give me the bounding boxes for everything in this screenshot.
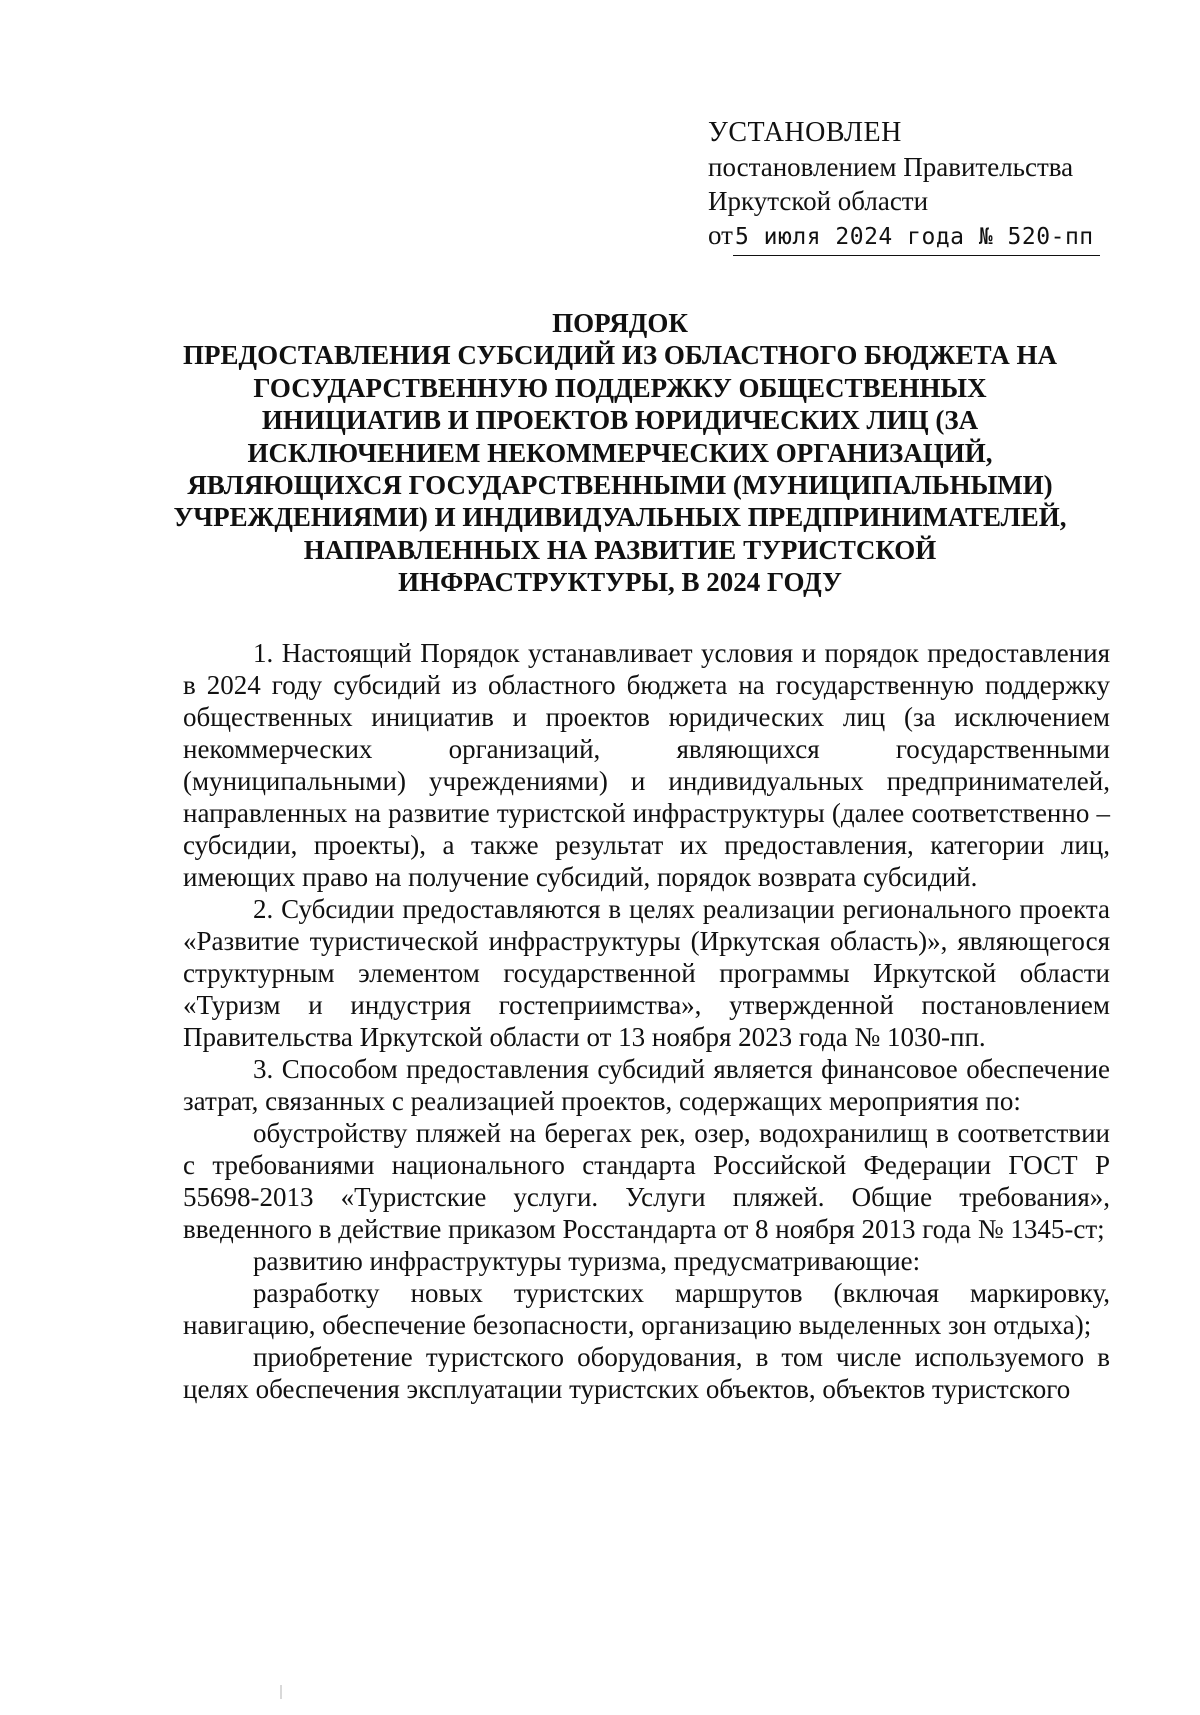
title-line: ЯВЛЯЮЩИХСЯ ГОСУДАРСТВЕННЫМИ (МУНИЦИПАЛЬНЫМИ): [187, 470, 1053, 501]
title-line: ПРЕДОСТАВЛЕНИЯ СУБСИДИЙ ИЗ ОБЛАСТНОГО БЮДЖЕТА НА: [182, 340, 1058, 371]
paragraph-equipment: приобретение туристского оборудования, в том числе используемого в целях обеспечения эксплуатации туристских объектов, объектов туристского: [183, 1342, 1110, 1404]
title-line: ИНФРАСТРУКТУРЫ, В 2024 ГОДУ: [398, 567, 842, 598]
paragraph-infrastructure: развитию инфраструктуры туризма, предусматривающие:: [253, 1246, 921, 1276]
document-title: [150, 307, 1090, 599]
paragraph-routes: разработку новых туристских маршрутов (включая маркировку, навигацию, обеспечение безопасности, организацию выделенных зон отдыха);: [183, 1278, 1110, 1340]
title-line: ПОРЯДОК: [552, 308, 688, 338]
approval-date-number: 5 июля 2024 года № 520-пп: [733, 220, 1100, 256]
title-line: НАПРАВЛЕННЫХ НА РАЗВИТИЕ ТУРИСТСКОЙ: [303, 534, 937, 565]
approval-date-line: [708, 218, 1128, 256]
paragraph-1: 1. Настоящий Порядок устанавливает условия и порядок предоставления в 2024 году субсидий из областного бюджета на государственную поддержку общественных инициатив и проектов юридических лиц (за исключением некоммерческих организаций, являющихся государственными (муниципальными) учреждениями) и индивидуальных предпринимателей, направленных на развитие туристской инфраструктуры (далее соответственно – субсидии, проекты), а также результат их предоставления, категории лиц, имеющих право на получение субсидий, порядок возврата субсидий.: [183, 638, 1110, 892]
document-body: [183, 637, 1110, 1405]
title-line: ИСКЛЮЧЕНИЕМ НЕКОММЕРЧЕСКИХ ОРГАНИЗАЦИЙ,: [247, 437, 993, 468]
paragraph-2: 2. Субсидии предоставляются в целях реализации регионального проекта «Развитие туристической инфраструктуры (Иркутская область)», являющегося структурным элементом государственной программы Иркутской области «Туризм и индустрия гостеприимства», утвержденной постановлением Правительства Иркутской области от 13 ноября 2023 года № 1030-пп.: [183, 894, 1110, 1052]
title-line: ИНИЦИАТИВ И ПРОЕКТОВ ЮРИДИЧЕСКИХ ЛИЦ (ЗА: [261, 405, 979, 436]
approval-from-prefix: от: [708, 220, 733, 250]
paragraph-3: 3. Способом предоставления субсидий является финансовое обеспечение затрат, связанных с реализацией проектов, содержащих мероприятия по:: [183, 1054, 1110, 1116]
title-line: ГОСУДАРСТВЕННУЮ ПОДДЕРЖКУ ОБЩЕСТВЕННЫХ: [253, 372, 987, 403]
paragraph-beaches: обустройству пляжей на берегах рек, озер, водохранилищ в соответствии с требованиями национального стандарта Российской Федерации ГОСТ Р 55698-2013 «Туристские услуги. Услуги пляжей. Общие требования», введенного в действие приказом Росстандарта от 8 ноября 2013 года № 1345-ст;: [183, 1118, 1110, 1244]
title-line: УЧРЕЖДЕНИЯМИ) И ИНДИВИДУАЛЬНЫХ ПРЕДПРИНИМАТЕЛЕЙ,: [173, 502, 1067, 533]
approval-stamp: [708, 116, 1128, 256]
approval-line-2: Иркутской области: [708, 186, 929, 216]
scan-mark: [280, 1685, 282, 1699]
approval-line-1: постановлением Правительства: [708, 152, 1074, 182]
approval-heading: УСТАНОВЛЕН: [708, 117, 902, 148]
